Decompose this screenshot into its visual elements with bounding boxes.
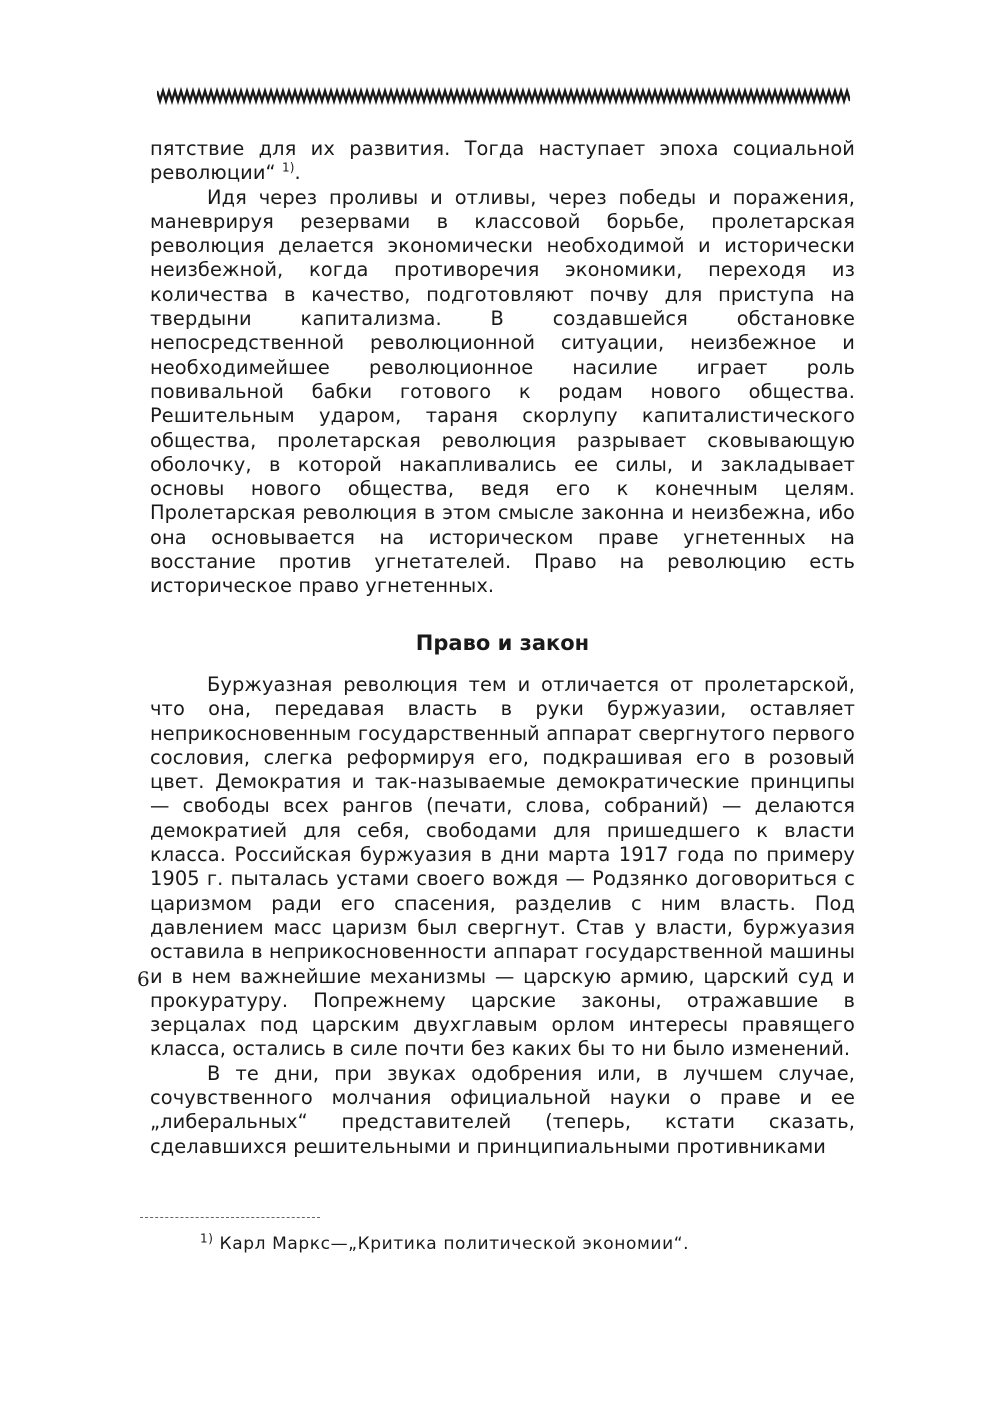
footnote-marker: 1) <box>200 1231 214 1246</box>
section-heading: Право и закон <box>415 631 590 655</box>
section-text-block <box>150 673 855 1159</box>
footnote-reference: 1) <box>281 160 295 175</box>
top-text-block <box>150 137 855 599</box>
decorative-header-rule <box>157 86 850 108</box>
zigzag-ornament <box>157 86 850 108</box>
paragraph-bourgeois-revolution: Буржуазная революция тем и отличается от пролетарской, что она, передавая власть в руки буржуазии, оставляет неприкосновенным государственный аппарат свергнутого первого сословия, слегка реформируя его, подкрашивая его в розовый цвет. Демократия и так-называемые демократические принципы — свободы всех рангов (печати, слова, собраний) — делаются демократией для себя, свободами для пришедшего к власти класса. Российская буржуазия в дни марта 1917 года по примеру 1905 г. пыталась устами своего вождя — Родзянко договориться с царизмом ради его спасения, разделив с ним власть. Под давлением масс царизм был свергнут. Став у власти, буржуазия оставила в неприкосновенности аппарат государственной машины и в нем важнейшие механизмы — царскую армию, царский суд и прокуратуру. Попрежнему царские законы, отражавшие в зерцалах под царским двухглавым орлом интересы правящего класса, остались в силе почти без каких бы то ни было изменений. <box>150 673 855 1061</box>
footnote-text: Карл Маркс—„Критика политической экономии“. <box>213 1234 690 1254</box>
footnote <box>200 1233 689 1255</box>
footnote-separator <box>140 1217 320 1220</box>
page-number: 6 <box>137 967 150 991</box>
paragraph-continuation: пятствие для их развития. Тогда наступает эпоха социальной революции“ $^{1)}$. <box>150 137 855 185</box>
paragraph-revolution: Идя через проливы и отливы, через победы и поражения, маневрируя резервами в классовой борьбе, пролетарская революция делается экономически необходимой и исторически неизбежной, когда противоречия экономики, переходя из количества в качество, подготовляют почву для приступа на твердыни капитализма. В создавшейся обстановке непосредственной революционной ситуации, неизбежное и необходимейшее революционное насилие играет роль повивальной бабки готового к родам нового общества. Решительным ударом, тараня скорлупу капиталистического общества, пролетарская революция разрывает сковывающую оболочку, в которой накапливались ее силы, и закладывает основы нового общества, ведя его к конечным целям. Пролетарская революция в этом смысле законна и неизбежна, ибо она основывается на историческом праве угнетенных на восстание против угнетателей. Право на революцию есть историческое право угнетенных. <box>150 185 855 598</box>
zigzag-line <box>157 91 850 101</box>
paragraph-those-days: В те дни, при звуках одобрения или, в лучшем случае, сочувственного молчания официальной науки о праве и ее „либеральных“ представителей (теперь, кстати сказать, сделавшихся решительными и принципиальными противниками <box>150 1061 855 1158</box>
